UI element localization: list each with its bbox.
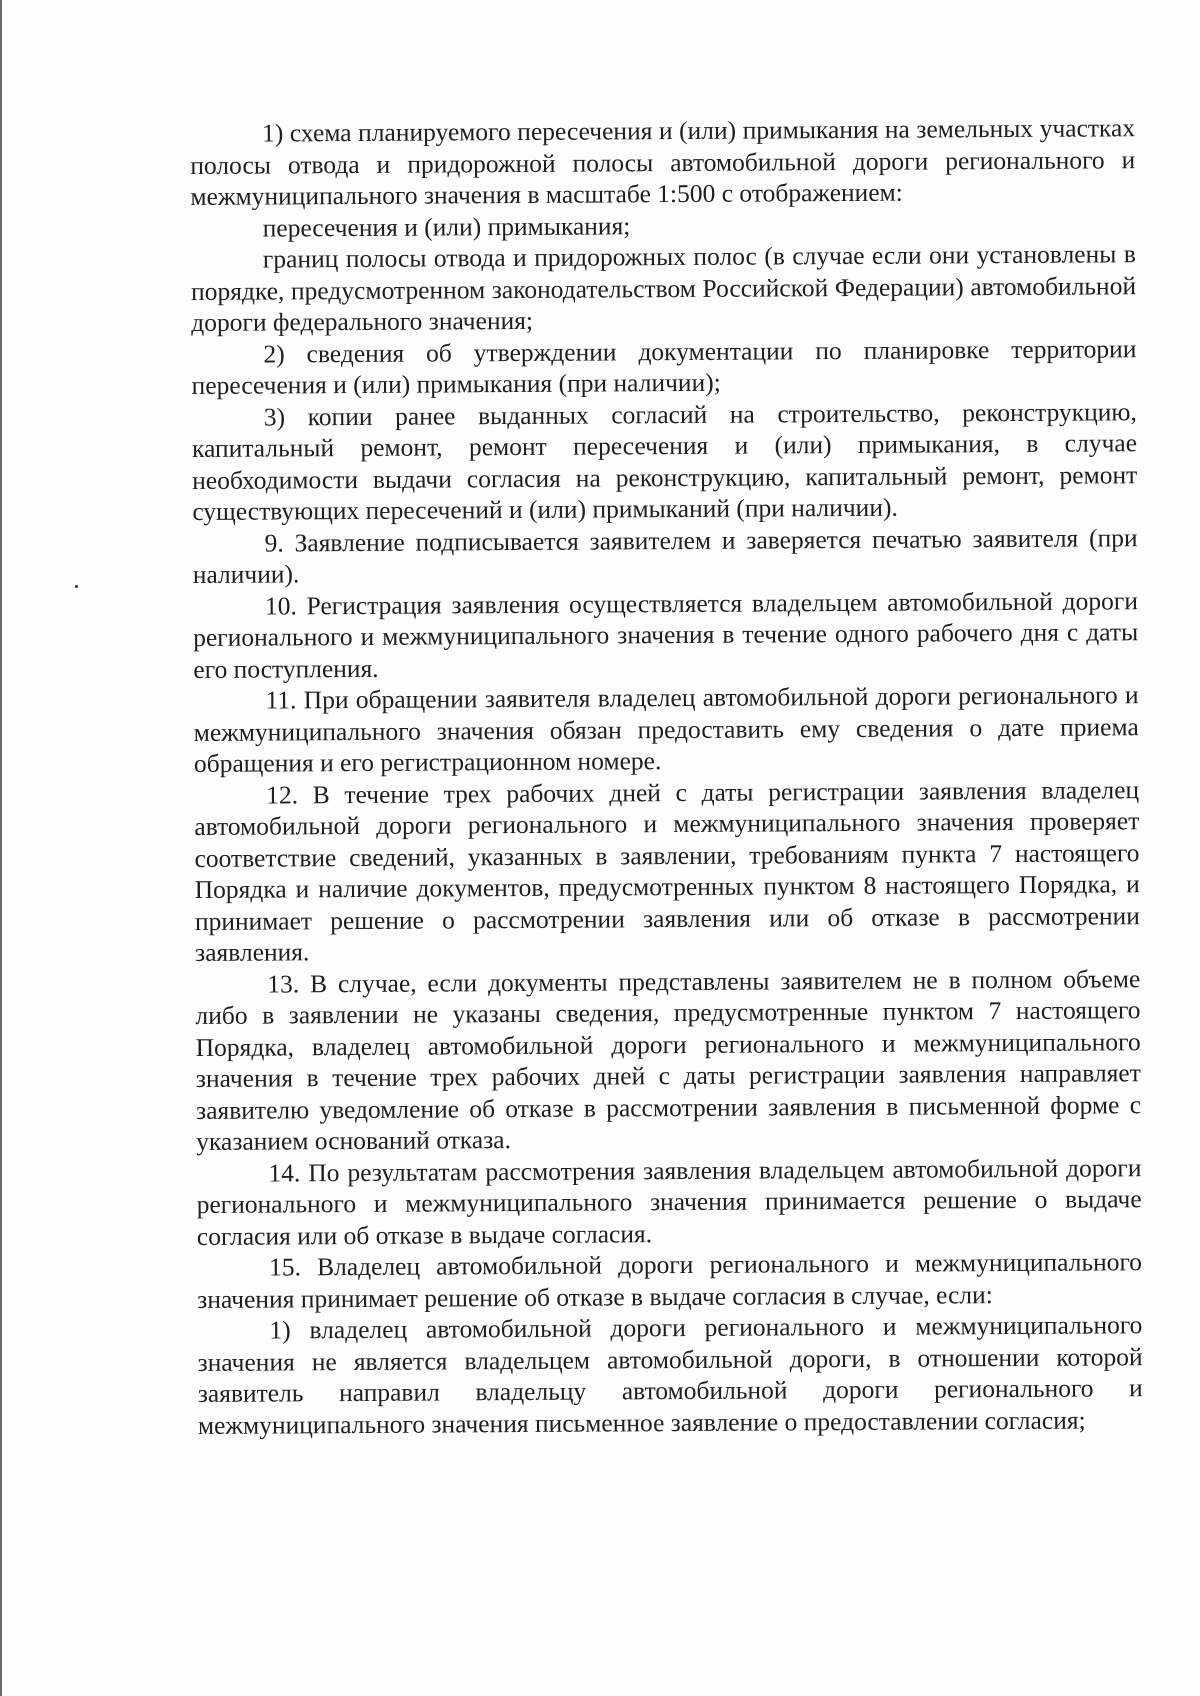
paragraph-10: 10. Регистрация заявления осуществляется владельцем автомобильной дороги регионального и межмуниципального значения в течение одного рабочего дня с даты его поступления.: [193, 585, 1139, 684]
paragraph-13: 13. В случае, если документы представлены заявителем не в полном объеме либо в заявлении не указаны сведения, предусмотренные пунктом 7 настоящего Порядка, владелец автомобильной дороги регионального и межмуниципального значения в течение трех рабочих дней с даты регистрации заявления направляет заявителю уведомление об отказе в рассмотрении заявления в письменной форме с указанием оснований отказа.: [195, 963, 1142, 1156]
paragraph-15-item-1: 1) владелец автомобильной дороги регионального и межмуниципального значения не является владельцем автомобильной дороги, в отношении которой заявитель направил владельцу автомобильной дороги регионального и межмуниципального значения письменное заявление о предоставлении согласия;: [197, 1310, 1143, 1440]
paragraph-subitem-intersections: пересечения и (или) примыкания;: [262, 210, 631, 243]
paragraph-item-2-planning: 2) сведения об утверждении документации по планировке территории пересечения и (или) примыкания (при наличии);: [191, 333, 1137, 400]
paragraph-12: 12. В течение трех рабочих дней с даты регистрации заявления владелец автомобильной дороги регионального и межмуниципального значения проверяет соответствие сведений, указанных в заявлении, требованиям пункта 7 настоящего Порядка и наличие документов, предусмотренных пунктом 8 настоящего Порядка, и принимает решение о рассмотрении заявления или об отказе в рассмотрении заявления.: [194, 774, 1140, 967]
paragraph-item-1-scheme: 1) схема планируемого пересечения и (или) примыкания на земельных участках полосы отвода и придорожной полосы автомобильной дороги регионального и межмуниципального значения в масштабе 1:500 с отображением:: [190, 113, 1136, 211]
document-body: [190, 112, 1143, 1441]
paragraph-item-3-copies: 3) копии ранее выданных согласий на строительство, реконструкцию, капитальный ремонт, ремонт пересечения и (или) примыкания, в случае необходимости выдачи согласия на реконструкцию, капитальный ремонт, ремонт существующих пересечений и (или) примыканий (при наличии).: [191, 396, 1138, 526]
paragraph-15: 15. Владелец автомобильной дороги регионального и межмуниципального значения принимает решение об отказе в выдаче согласия в случае, если:: [197, 1247, 1143, 1314]
scan-speck: [75, 585, 78, 588]
paragraph-11: 11. При обращении заявителя владелец автомобильной дороги регионального и межмуниципального значения обязан предоставить ему сведения о дате приема обращения и его регистрационном номере.: [193, 680, 1139, 778]
paragraph-14: 14. По результатам рассмотрения заявления владельцем автомобильной дороги регионального и межмуниципального значения принимается решение о выдаче согласия или об отказе в выдаче согласия.: [196, 1152, 1142, 1251]
scan-edge: [0, 0, 2, 1696]
paragraph-9: 9. Заявление подписывается заявителем и заверяется печатью заявителя (при наличии).: [192, 522, 1138, 589]
paragraph-subitem-boundaries: границ полосы отвода и придорожных полос (в случае если они установлены в порядке, предусмотренном законодательством Российской Федерации) автомобильной дороги федерального значения;: [190, 239, 1137, 337]
